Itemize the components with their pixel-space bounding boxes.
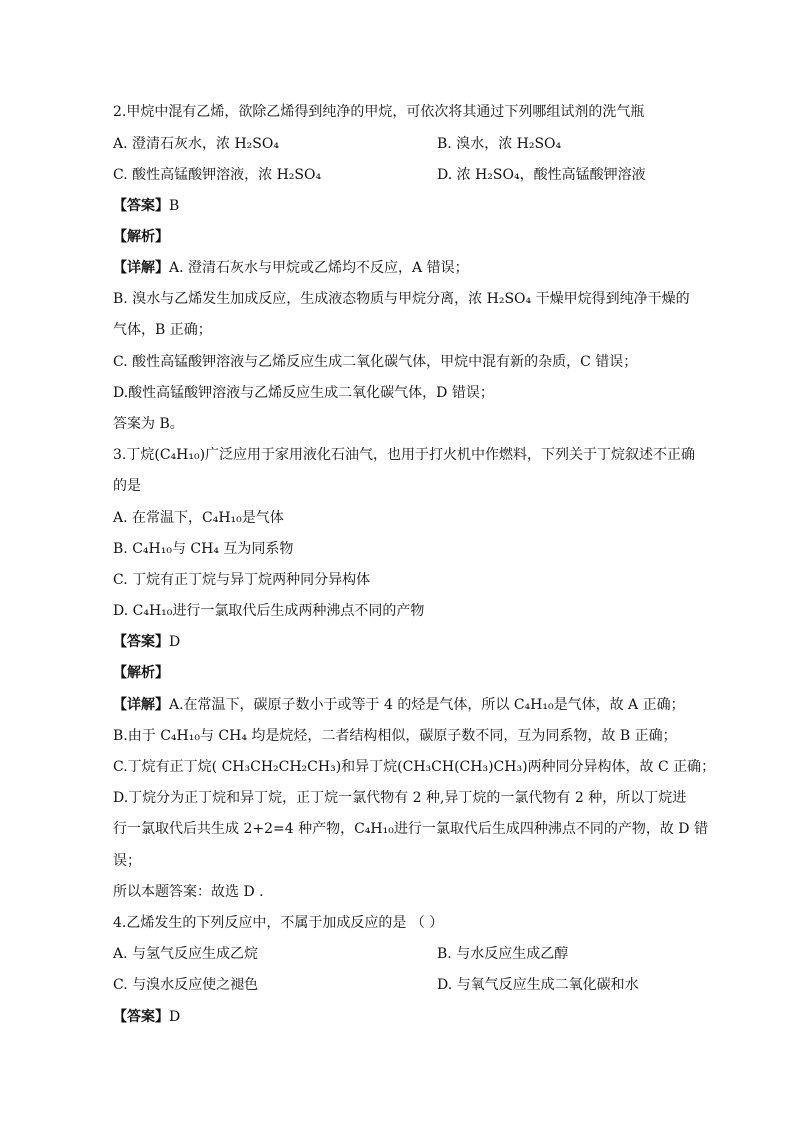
- question-3-stem-line2: 的是: [113, 478, 141, 494]
- question-2-answer: [113, 196, 179, 216]
- question-2-option-b: B. 溴水，浓 H₂SO₄: [437, 136, 562, 152]
- detail-tag: 【详解】: [113, 260, 169, 276]
- answer-tag: 【答案】: [113, 634, 169, 650]
- question-3-option-b: B. C₄H₁₀与 CH₄ 互为同系物: [113, 541, 294, 557]
- answer-value: D: [169, 1009, 181, 1025]
- question-4-option-c: C. 与溴水反应使之褪色: [113, 977, 259, 993]
- question-3-option-c: C. 丁烷有正丁烷与异丁烷两种同分异构体: [113, 572, 371, 588]
- question-3-detail-d2: 行一氯取代后共生成 2+2=4 种产物，C₄H₁₀进行一氯取代后生成四种沸点不同的产物，故 D 错: [113, 821, 708, 837]
- question-2-detail-b2: 气体，B 正确；: [113, 322, 212, 338]
- question-3-answer: [113, 632, 180, 652]
- question-3-option-a: A. 在常温下，C₄H₁₀是气体: [113, 510, 284, 526]
- question-2-analysis-tag: [113, 227, 169, 247]
- question-3-detail-d1: D.丁烷分为正丁烷和异丁烷，正丁烷一氯代物有 2 种,异丁烷的一氯代物有 2 种，所以丁烷进: [113, 790, 687, 806]
- question-4-option-a: A. 与氢气反应生成乙烷: [113, 946, 259, 962]
- question-3-detail-b: B.由于 C₄H₁₀与 CH₄ 均是烷烃，二者结构相似，碳原子数不同，互为同系物，故 B 正确；: [113, 728, 677, 744]
- question-2-conclusion: 答案为 B。: [113, 416, 184, 432]
- question-2-stem: 2.甲烷中混有乙烯，欲除乙烯得到纯净的甲烷，可依次将其通过下列哪组试剂的洗气瓶: [113, 104, 645, 120]
- question-3-detail-d3: 误；: [113, 853, 141, 869]
- question-3-option-d: D. C₄H₁₀进行一氯取代后生成两种沸点不同的产物: [113, 603, 425, 619]
- answer-value: D: [169, 634, 181, 650]
- question-3-detail-a: [113, 695, 685, 715]
- question-4-stem: 4.乙烯发生的下列反应中，不属于加成反应的是 （ ）: [113, 915, 444, 931]
- question-4-option-d: D. 与氧气反应生成二氧化碳和水: [437, 977, 639, 993]
- question-3-analysis-tag: [113, 663, 169, 683]
- question-4-option-b: B. 与水反应生成乙醇: [437, 946, 569, 962]
- analysis-tag: 【解析】: [113, 229, 169, 245]
- answer-tag: 【答案】: [113, 198, 169, 214]
- answer-value: B: [169, 198, 180, 214]
- question-3-detail-c: C.丁烷有正丁烷( CH₃CH₂CH₂CH₃)和异丁烷(CH₃CH(CH₃)CH₃)两种同分异构体，故 C 正确；: [113, 759, 716, 775]
- detail-text: A.在常温下，碳原子数小于或等于 4 的烃是气体，所以 C₄H₁₀是气体，故 A 正确；: [169, 697, 685, 713]
- question-2-detail-a: [113, 258, 469, 278]
- question-3-stem-line1: 3.丁烷(C₄H₁₀)广泛应用于家用液化石油气，也用于打火机中作燃料，下列关于丁烷叙述不正确: [113, 447, 696, 463]
- analysis-tag: 【解析】: [113, 665, 169, 681]
- question-2-detail-c: C. 酸性高锰酸钾溶液与乙烯反应生成二氧化碳气体，甲烷中混有新的杂质，C 错误；: [113, 354, 638, 370]
- question-2-option-a: A. 澄清石灰水，浓 H₂SO₄: [113, 136, 279, 152]
- question-2-detail-d: D.酸性高锰酸钾溶液与乙烯反应生成二氧化碳气体，D 错误；: [113, 385, 494, 401]
- question-2-option-c: C. 酸性高锰酸钾溶液，浓 H₂SO₄: [113, 167, 322, 183]
- question-2-option-d: D. 浓 H₂SO₄，酸性高锰酸钾溶液: [437, 167, 646, 183]
- detail-tag: 【详解】: [113, 697, 169, 713]
- question-3-conclusion: 所以本题答案：故选 D .: [113, 884, 264, 900]
- question-2-detail-b1: B. 溴水与乙烯发生加成反应，生成液态物质与甲烷分离，浓 H₂SO₄ 干燥甲烷得到纯净干燥的: [113, 291, 690, 307]
- question-4-answer: [113, 1007, 180, 1027]
- detail-text: A. 澄清石灰水与甲烷或乙烯均不反应，A 错误；: [169, 260, 469, 276]
- answer-tag: 【答案】: [113, 1009, 169, 1025]
